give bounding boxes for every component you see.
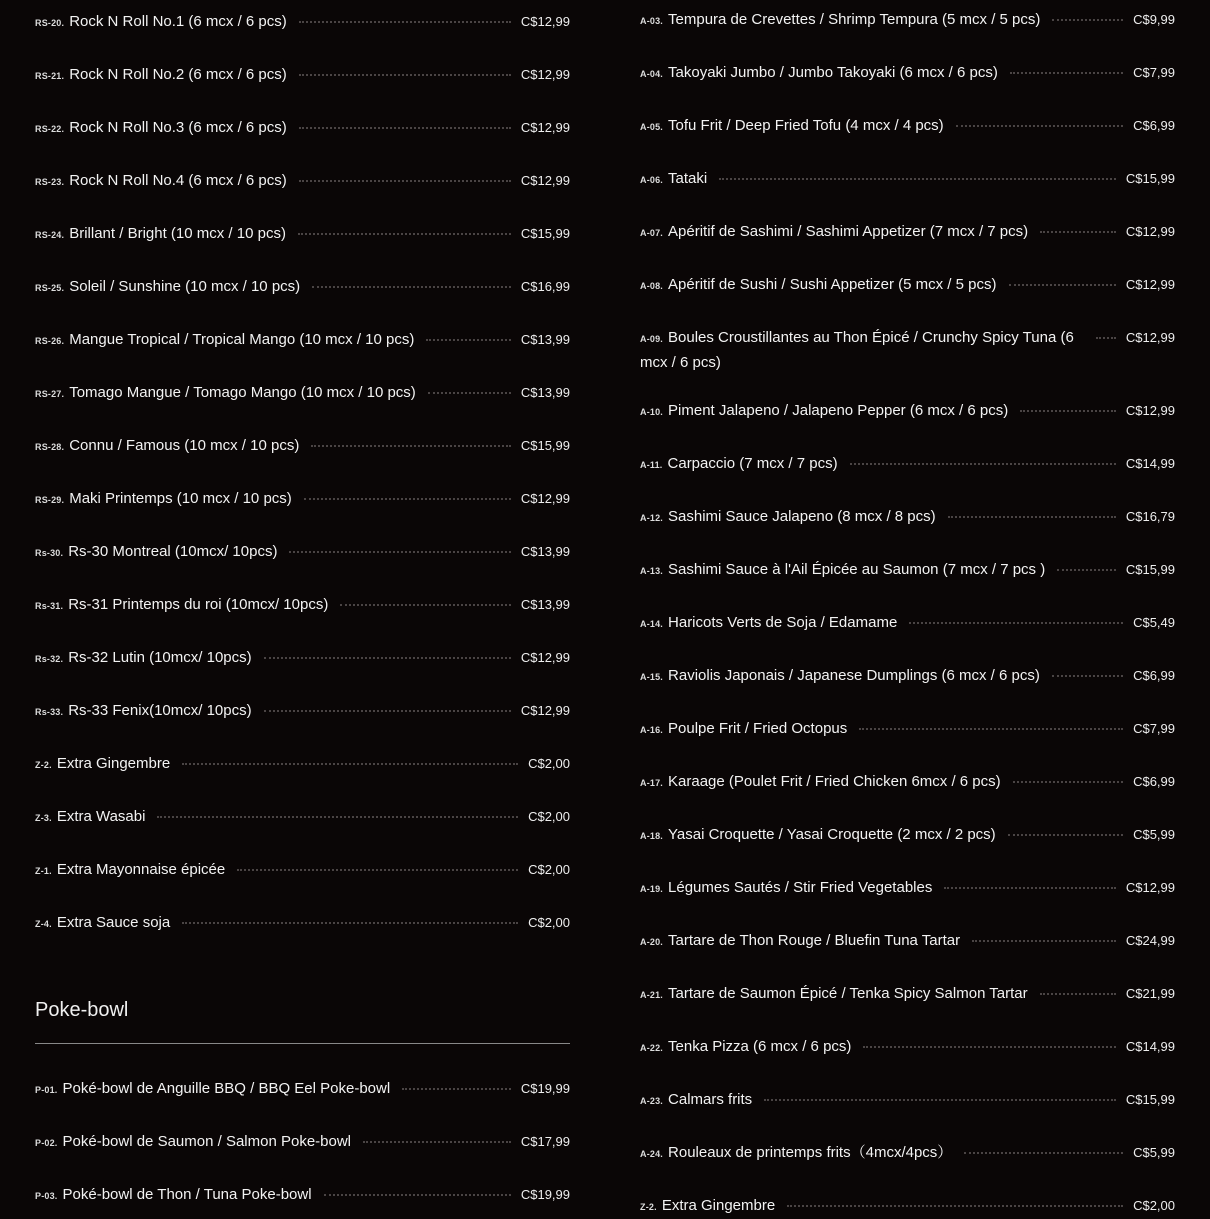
menu-item-name: Tempura de Crevettes / Shrimp Tempura (5 mcx / 5 pcs) [668,11,1041,28]
menu-item [35,116,570,141]
menu-item-price: C$2,00 [528,809,570,824]
menu-item-price: C$14,99 [1125,1039,1175,1054]
dotted-leader [299,116,511,129]
menu-item-name-wrap [640,664,1052,689]
menu-item [640,167,1175,192]
menu-item-price: C$2,00 [528,756,570,771]
menu-item [640,114,1175,139]
menu-item [35,540,570,565]
menu-item-code: A-18. [640,831,664,841]
menu-item-name-wrap [35,328,426,353]
menu-item-price: C$2,00 [528,862,570,877]
menu-item [640,929,1175,954]
menu-item-name: Rock N Roll No.1 (6 mcx / 6 pcs) [69,13,287,30]
dotted-leader [299,10,511,23]
menu-item-code: Rs-33. [35,707,64,717]
dotted-leader [1009,273,1116,286]
dotted-leader [1013,770,1123,783]
menu-item-name-wrap [35,381,428,406]
menu-item [35,593,570,618]
menu-item-price: C$6,99 [1133,774,1175,789]
menu-item-price: C$5,99 [1133,827,1175,842]
menu-item-name-wrap [640,611,909,636]
dotted-leader [972,929,1116,942]
menu-item-code: RS-28. [35,442,65,452]
menu-item-name: Tartare de Saumon Épicé / Tenka Spicy Salmon Tartar [668,985,1028,1002]
menu-item-price: C$16,99 [520,279,570,294]
menu-item-code: A-21. [640,990,664,1000]
menu-item-name: Yasai Croquette / Yasai Croquette (2 mcx / 2 pcs) [668,826,996,843]
menu-item-code: A-24. [640,1149,664,1159]
menu-item-name: Raviolis Japonais / Japanese Dumplings (6 mcx / 6 pcs) [668,667,1040,684]
dotted-leader [298,222,511,235]
menu-item-code: Z-2. [640,1202,657,1212]
menu-item-price: C$6,99 [1133,118,1175,133]
menu-item-price: C$15,99 [1125,1092,1175,1107]
menu-item-name: Poké-bowl de Thon / Tuna Poke-bowl [62,1186,312,1203]
dotted-leader [182,752,518,765]
menu-item-name-wrap [640,399,1020,424]
menu-item-price: C$2,00 [1133,1198,1175,1213]
menu-item-code: P-02. [35,1138,58,1148]
menu-item-name-wrap [35,911,182,936]
menu-item-name-wrap [640,273,1009,298]
menu-item [640,717,1175,742]
menu-item-name: Extra Sauce soja [56,914,171,931]
menu-item-code: RS-24. [35,230,65,240]
menu-item-price: C$12,99 [1125,403,1175,418]
menu-item-price: C$21,99 [1125,986,1175,1001]
menu-item-code: RS-29. [35,495,65,505]
menu-item-name: Mangue Tropical / Tropical Mango (10 mcx / 10 pcs) [69,331,415,348]
menu-item-name: Extra Gingembre [661,1197,776,1214]
menu-item-code: Z-3. [35,813,52,823]
menu-item-name-wrap [640,8,1052,33]
menu-item-name-wrap [35,222,298,247]
dotted-leader [1040,220,1116,233]
menu-item-name: Rs-30 Montreal (10mcx/ 10pcs) [68,543,278,560]
menu-item [640,8,1175,33]
menu-item-name-wrap [35,752,182,777]
dotted-leader [964,1141,1123,1154]
menu-item-name: Rock N Roll No.3 (6 mcx / 6 pcs) [69,119,287,136]
menu-item-name: Extra Gingembre [56,755,171,772]
menu-item-code: A-12. [640,513,664,523]
menu-item [640,61,1175,86]
dotted-leader [948,505,1116,518]
menu-item-name-wrap [640,326,1096,374]
menu-item-name-wrap [35,858,237,883]
menu-item [640,664,1175,689]
menu-item-name-wrap [640,876,944,901]
menu-item-name-wrap [640,114,956,139]
menu-item [35,169,570,194]
dotted-leader [1008,823,1123,836]
dotted-leader [426,328,510,341]
menu-item-name: Légumes Sautés / Stir Fried Vegetables [668,879,933,896]
menu-item [640,1194,1175,1219]
dotted-leader [299,63,511,76]
menu-item [35,1183,570,1208]
dotted-leader [1052,664,1123,677]
menu-item-name-wrap [35,540,289,565]
menu-item-price: C$13,99 [520,332,570,347]
menu-item-price: C$13,99 [520,385,570,400]
dotted-leader [304,487,511,500]
menu-item [35,63,570,88]
menu-item-name-wrap [35,275,312,300]
menu-item-name: Apéritif de Sushi / Sushi Appetizer (5 mcx / 5 pcs) [668,276,997,293]
menu-item-name: Soleil / Sunshine (10 mcx / 10 pcs) [69,278,301,295]
menu-item-name: Tenka Pizza (6 mcx / 6 pcs) [668,1038,852,1055]
menu-item-code: A-04. [640,69,664,79]
menu-item-name: Carpaccio (7 mcx / 7 pcs) [667,455,838,472]
menu-item-price: C$12,99 [1125,330,1175,345]
menu-item-price: C$12,99 [520,703,570,718]
menu-item-name-wrap [35,593,340,618]
menu-item-price: C$2,00 [528,915,570,930]
menu-item [640,220,1175,245]
menu-item-name: Rouleaux de printemps frits（4mcx/4pcs） [668,1144,953,1161]
menu-item-price: C$12,99 [520,67,570,82]
dotted-leader [311,434,511,447]
dotted-leader [157,805,518,818]
menu-item [35,487,570,512]
menu-item-name: Poulpe Frit / Fried Octopus [668,720,848,737]
dotted-leader [299,169,511,182]
dotted-leader [428,381,511,394]
menu-item [35,646,570,671]
menu-item-name-wrap [640,505,948,530]
menu-item-code: A-13. [640,566,664,576]
menu-item-name: Rs-33 Fenix(10mcx/ 10pcs) [68,702,252,719]
menu-item-price: C$12,99 [520,14,570,29]
menu-item [35,1077,570,1102]
menu-item-code: A-19. [640,884,664,894]
menu-item-price: C$5,49 [1133,615,1175,630]
menu-item [35,381,570,406]
menu-item-name-wrap [35,434,311,459]
menu-item-price: C$6,99 [1133,668,1175,683]
menu-item-name: Brillant / Bright (10 mcx / 10 pcs) [69,225,286,242]
menu-item-name: Apéritif de Sashimi / Sashimi Appetizer (7 mcx / 7 pcs) [668,223,1029,240]
dotted-leader [402,1077,511,1090]
menu-item-price: C$15,99 [520,226,570,241]
menu-item-name-wrap [640,1194,787,1219]
menu-item [35,10,570,35]
menu-item-price: C$19,99 [520,1081,570,1096]
menu-item-name: Connu / Famous (10 mcx / 10 pcs) [69,437,300,454]
menu-item-code: Rs-31. [35,601,64,611]
dotted-leader [264,646,511,659]
menu-item-code: RS-23. [35,177,65,187]
menu-item-code: Z-4. [35,919,52,929]
menu-item-code: Rs-30. [35,548,64,558]
menu-item-code: A-05. [640,122,664,132]
menu-item-name: Rs-32 Lutin (10mcx/ 10pcs) [68,649,252,666]
menu-item-name-wrap [35,646,264,671]
menu-item [640,611,1175,636]
dotted-leader [1040,982,1116,995]
menu-item-name-wrap [35,63,299,88]
menu-item-price: C$17,99 [520,1134,570,1149]
menu-item-price: C$12,99 [520,650,570,665]
dotted-leader [956,114,1123,127]
menu-item-price: C$14,99 [1125,456,1175,471]
menu-item-name: Tartare de Thon Rouge / Bluefin Tuna Tartar [668,932,961,949]
dotted-leader [1096,326,1116,339]
menu-item [640,1141,1175,1166]
section-divider [35,1043,570,1044]
menu-item-name-wrap [35,1183,324,1208]
menu-item-price: C$15,99 [520,438,570,453]
menu-item-code: Z-2. [35,760,52,770]
menu-item-code: A-07. [640,228,664,238]
menu-item-code: RS-21. [35,71,65,81]
dotted-leader [850,452,1116,465]
dotted-leader [859,717,1123,730]
menu-item-code: Rs-32. [35,654,64,664]
dotted-leader [787,1194,1123,1207]
dotted-leader [863,1035,1115,1048]
menu-item-name-wrap [35,169,299,194]
dotted-leader [363,1130,511,1143]
menu-item-code: P-01. [35,1085,58,1095]
menu-item-code: A-17. [640,778,664,788]
dotted-leader [312,275,511,288]
menu-item-name: Extra Mayonnaise épicée [56,861,226,878]
dotted-leader [237,858,518,871]
dotted-leader [764,1088,1116,1101]
menu-item-name: Extra Wasabi [56,808,146,825]
menu-item-price: C$15,99 [1125,171,1175,186]
menu-item-code: RS-20. [35,18,65,28]
menu-item [640,982,1175,1007]
menu-item-name: Sashimi Sauce Jalapeno (8 mcx / 8 pcs) [668,508,936,525]
menu-item [640,1088,1175,1113]
menu-item-name: Sashimi Sauce à l'Ail Épicée au Saumon (7 mcx / 7 pcs ) [668,561,1046,578]
menu-item-code: RS-27. [35,389,65,399]
dotted-leader [1020,399,1116,412]
menu-item-name: Calmars frits [668,1091,753,1108]
menu-item-price: C$12,99 [1125,224,1175,239]
section-title-poke-bowl: Poke-bowl [35,999,129,1021]
menu-item-name-wrap [640,1035,863,1060]
menu-item-name-wrap [640,1141,964,1166]
menu-item-name-wrap [640,220,1040,245]
menu-item-name-wrap [640,1088,764,1113]
menu-item-name-wrap [35,1130,363,1155]
dotted-leader [1010,61,1123,74]
menu-item-price: C$15,99 [1125,562,1175,577]
menu-item-code: A-15. [640,672,664,682]
menu-item [640,876,1175,901]
menu-item-price: C$12,99 [520,120,570,135]
menu-item-price: C$7,99 [1133,65,1175,80]
menu-item [640,823,1175,848]
menu-item [640,505,1175,530]
menu-item-price: C$13,99 [520,544,570,559]
menu-item-name: Haricots Verts de Soja / Edamame [668,614,898,631]
menu-item-code: A-08. [640,281,664,291]
menu-item [35,434,570,459]
menu-item-name-wrap [640,452,850,477]
dotted-leader [909,611,1123,624]
menu-item-name: Tomago Mangue / Tomago Mango (10 mcx / 10 pcs) [69,384,416,401]
dotted-leader [264,699,511,712]
menu-item-code: RS-22. [35,124,65,134]
menu-item-code: A-09. [640,334,664,344]
menu-item-price: C$5,99 [1133,1145,1175,1160]
menu-item-name: Rock N Roll No.2 (6 mcx / 6 pcs) [69,66,287,83]
menu-item-name-wrap [640,770,1013,795]
menu-item-code: A-14. [640,619,664,629]
menu-item-price: C$12,99 [520,173,570,188]
menu-item [640,770,1175,795]
menu-item-name: Maki Printemps (10 mcx / 10 pcs) [69,490,292,507]
menu-item-price: C$12,99 [1125,880,1175,895]
menu-item [640,1035,1175,1060]
menu-item-price: C$19,99 [520,1187,570,1202]
menu-item-name: Poké-bowl de Anguille BBQ / BBQ Eel Poke-bowl [62,1080,391,1097]
menu-item-price: C$16,79 [1125,509,1175,524]
dotted-leader [1057,558,1116,571]
menu-item [640,399,1175,424]
menu-item-name: Boules Croustillantes au Thon Épicé / Crunchy Spicy Tuna (6 mcx / 6 pcs) [640,329,1074,371]
menu-item-code: RS-25. [35,283,65,293]
dotted-leader [182,911,518,924]
menu-item-price: C$7,99 [1133,721,1175,736]
menu-item-name-wrap [35,487,304,512]
menu-item [35,275,570,300]
menu-item [640,452,1175,477]
menu-item-price: C$9,99 [1133,12,1175,27]
menu-item-name: Piment Jalapeno / Jalapeno Pepper (6 mcx / 6 pcs) [668,402,1009,419]
dotted-leader [340,593,511,606]
menu-item-price: C$12,99 [520,491,570,506]
dotted-leader [1052,8,1123,21]
menu-item [640,326,1175,374]
menu-item [35,222,570,247]
menu-item-code: RS-26. [35,336,65,346]
menu-item [640,558,1175,583]
menu-item-code: Z-1. [35,866,52,876]
menu-item-name-wrap [640,717,859,742]
menu-item-code: A-10. [640,407,664,417]
menu-item [35,911,570,936]
menu-item-code: A-03. [640,16,664,26]
menu-item [35,752,570,777]
menu-item-name: Rs-31 Printemps du roi (10mcx/ 10pcs) [68,596,329,613]
menu-item-name: Tofu Frit / Deep Fried Tofu (4 mcx / 4 pcs) [668,117,944,134]
menu-item-name-wrap [35,116,299,141]
menu-item-name-wrap [640,61,1010,86]
dotted-leader [289,540,510,553]
dotted-leader [944,876,1116,889]
menu-item-name: Tataki [668,170,708,187]
dotted-leader [719,167,1116,180]
menu-item-name-wrap [35,1077,402,1102]
menu-item-price: C$13,99 [520,597,570,612]
menu-item-code: A-20. [640,937,664,947]
menu-item-code: A-16. [640,725,664,735]
dotted-leader [324,1183,511,1196]
menu-item-name-wrap [35,805,157,830]
menu-item-name-wrap [35,699,264,724]
menu-item-name-wrap [640,167,719,192]
menu-item-name: Poké-bowl de Saumon / Salmon Poke-bowl [62,1133,352,1150]
menu-item [35,858,570,883]
menu-item-code: A-11. [640,460,663,470]
menu-item-name: Karaage (Poulet Frit / Fried Chicken 6mcx / 6 pcs) [668,773,1001,790]
menu-item [35,699,570,724]
menu-item-name: Rock N Roll No.4 (6 mcx / 6 pcs) [69,172,287,189]
menu-item [35,1130,570,1155]
menu-item-price: C$24,99 [1125,933,1175,948]
menu-item-code: A-06. [640,175,664,185]
menu-item-code: A-23. [640,1096,664,1106]
menu-item [640,273,1175,298]
menu-item-name: Takoyaki Jumbo / Jumbo Takoyaki (6 mcx / 6 pcs) [668,64,998,81]
menu-item-code: P-03. [35,1191,58,1201]
menu-item-code: A-22. [640,1043,664,1053]
menu-item-name-wrap [640,982,1040,1007]
menu-item-name-wrap [640,823,1008,848]
menu-item-name-wrap [640,929,972,954]
menu-item-price: C$12,99 [1125,277,1175,292]
menu-item [35,328,570,353]
menu-item [35,805,570,830]
menu-item-name-wrap [640,558,1057,583]
menu-item-name-wrap [35,10,299,35]
